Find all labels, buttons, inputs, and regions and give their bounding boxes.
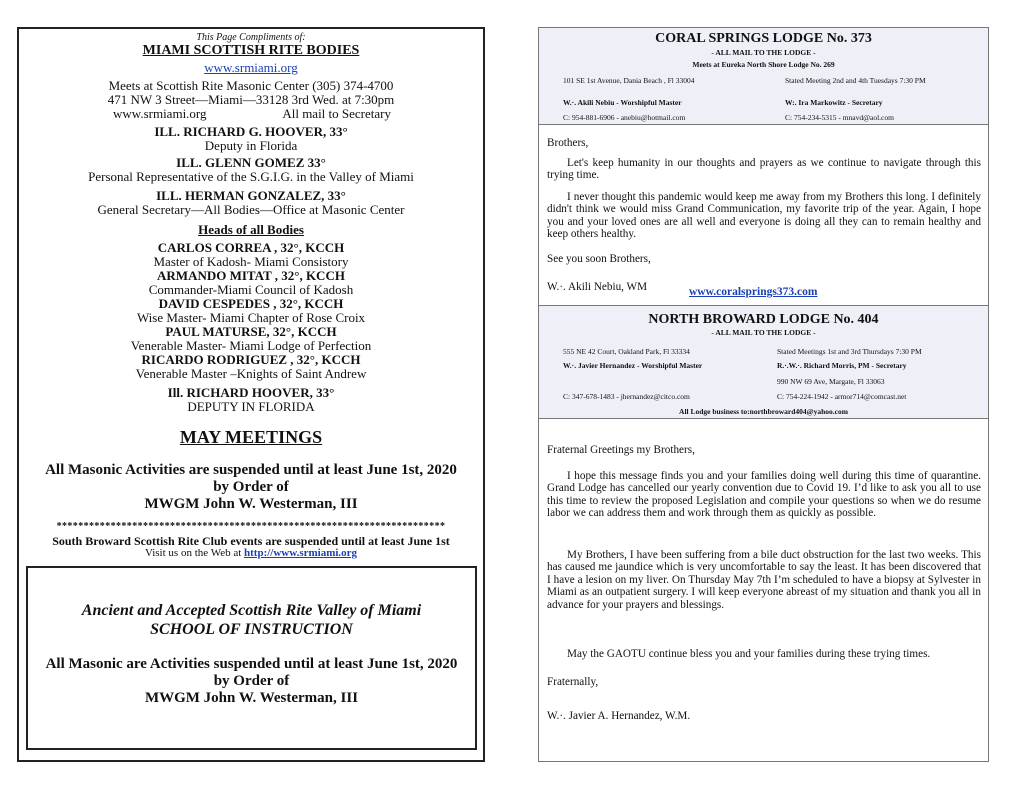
broward-closing: Fraternally, [547,676,599,688]
head-name: RICARDO RODRIGUEZ , 32°, KCCH [141,352,361,367]
head-title: Venerable Master- Miami Lodge of Perfection [130,338,372,353]
head-title: Wise Master- Miami Chapter of Rose Croix [136,310,366,325]
coral-master: W.·. Akili Nebiu - Worshipful Master [563,98,682,107]
head-name: DAVID CESPEDES , 32°, KCCH [158,296,344,311]
coral-paragraph-2: I never thought this pandemic would keep me away from my Brothers this long. I definitely didn't think we would miss Grand Communication, my favorite trip of the year. Again, I hope you and your loved ones are all well and everyone is doing all they can to remain healthy and keep others healthy. [547,191,981,241]
broward-title: NORTH BROWARD LODGE No. 404 [648,312,879,327]
broward-club-notice: South Broward Scottish Rite Club events are suspended until at least June 1st [52,534,450,548]
head-title: Commander-Miami Council of Kadosh [148,282,354,297]
school-line-3: MWGM John W. Westerman, III [144,690,359,706]
school-line-2: by Order of [213,673,290,689]
coral-meets-at: Meets at Eureka North Shore Lodge No. 269 [692,60,835,69]
org-name: MIAMI SCOTTISH RITE BODIES [142,43,360,58]
school-line-1: All Masonic are Activities suspended until at least June 1st, 2020 [45,656,458,672]
school-title-1: Ancient and Accepted Scottish Rite Valley of Miami [81,602,422,619]
broward-greeting: Fraternal Greetings my Brothers, [547,444,695,456]
coral-paragraph-1: Let's keep humanity in our thoughts and prayers as we continue to navigate through this trying time. [547,157,981,182]
star-divider: ************************************************************************ [56,521,446,532]
visit-line [19,547,483,559]
deputy-name: Ill. RICHARD HOOVER, 33° [167,385,335,400]
officer-name: ILL. GLENN GOMEZ 33° [176,155,326,170]
head-name: PAUL MATURSE, 32°, KCCH [165,324,337,339]
coral-stated-meeting: Stated Meeting 2nd and 4th Tuesdays 7:30 PM [785,76,926,85]
coral-mail-note: - ALL MAIL TO THE LODGE - [711,48,816,57]
meets-line-1: Meets at Scottish Rite Masonic Center (305) 374-4700 [108,78,394,93]
left-page [17,27,485,762]
broward-secretary-contact: C: 754-224-1942 - armor714@comcast.net [777,392,907,401]
meetings-heading: MAY MEETINGS [179,427,323,447]
meets-line-3 [19,107,483,121]
meets-line-2: 471 NW 3 Street—Miami—33128 3rd Wed. at 7:30pm [107,92,395,107]
visit-prefix: Visit us on the Web at [144,547,245,559]
coral-master-contact: C: 954-881-6906 - anebiu@hotmail.com [563,113,686,122]
meets-website: www.srmiami.org [113,106,207,121]
broward-paragraph-3: May the GAOTU continue bless you and your families during these trying times. [567,648,931,660]
coral-paragraph-3: See you soon Brothers, [547,253,651,265]
coral-website-link[interactable]: www.coralsprings373.com [689,286,818,298]
broward-secretary: R.·.W.·. Richard Morris, PM - Secretary [777,361,907,370]
head-title: Venerable Master –Knights of Saint Andrew [135,366,367,381]
officer-name: ILL. RICHARD G. HOOVER, 33° [154,124,348,139]
head-name: CARLOS CORREA , 32°, KCCH [157,240,345,255]
broward-secretary-address: 990 NW 69 Ave, Margate, Fl 33063 [777,377,885,386]
compliments-note: This Page Compliments of: [196,32,306,43]
suspended-line-1: All Masonic Activities are suspended until at least June 1st, 2020 [45,462,457,478]
officer-title: Deputy in Florida [204,138,298,153]
suspended-line-3: MWGM John W. Westerman, III [144,496,358,512]
mail-note: All mail to Secretary [282,106,391,121]
coral-secretary-contact: C: 754-234-5315 - mnavd@aol.com [785,113,894,122]
head-name: ARMANDO MITAT , 32°, KCCH [157,268,345,283]
visit-link[interactable]: http://www.srmiami.org [244,547,358,559]
broward-paragraph-1: I hope this message finds you and your families doing well during this time of quarantine. Grand Lodge has cancelled our yearly convention due to Covid 19. I’d like to ask you all to use this time to review the proposed Legislation and compile your questions so when we do resume labor we can address them and work through them as quickly as possible. [547,470,981,520]
broward-master: W.·. Javier Hernandez - Worshipful Master [563,361,703,370]
broward-paragraph-2: My Brothers, I have been suffering from a bile duct obstruction for the last two weeks. This has caused me jaundice which is very uncomfortable to say the least. It has been discovered that I have a lesion on my liver. On Thursday May 7th I’m scheduled to have a biopsy at Sylvester in Miami as an outpatient surgery. I will keep everyone abreast of my situation and thank you all in advance for your prayers and blessings. [547,549,981,611]
coral-greeting: Brothers, [547,137,589,149]
deputy-title: DEPUTY IN FLORIDA [187,399,315,414]
heads-heading: Heads of all Bodies [198,222,304,237]
coral-signature: W.·. Akili Nebiu, WM [547,281,648,293]
website-link[interactable]: www.srmiami.org [204,60,298,75]
broward-mail-note: - ALL MAIL TO THE LODGE - [711,328,816,337]
coral-secretary: W:. Ira Markowitz - Secretary [785,98,883,107]
officer-name: ILL. HERMAN GONZALEZ, 33° [156,188,346,203]
coral-title: CORAL SPRINGS LODGE No. 373 [655,31,872,46]
right-page [538,27,989,762]
north-broward-header [539,305,988,419]
coral-address: 101 SE 1st Avenue, Dania Beach , Fl 33004 [563,76,695,85]
school-title-2: SCHOOL OF INSTRUCTION [150,621,353,638]
broward-master-contact: C: 347-678-1483 - jhernandez@citco.com [563,392,690,401]
head-title: Master of Kadosh- Miami Consistory [153,254,349,269]
school-box [26,566,477,750]
broward-stated-meeting: Stated Meetings 1st and 3rd Thursdays 7:30 PM [777,347,922,356]
officer-title: Personal Representative of the S.G.I.G. in the Valley of Miami [88,169,414,184]
broward-business-email: All Lodge business to:northbroward404@yahoo.com [679,407,848,416]
officer-title: General Secretary—All Bodies—Office at Masonic Center [97,202,405,217]
broward-address: 555 NE 42 Court, Oakland Park, Fl 33334 [563,347,690,356]
coral-springs-header [539,28,988,125]
suspended-line-2: by Order of [213,479,289,495]
broward-signature: W.·. Javier A. Hernandez, W.M. [547,710,691,722]
